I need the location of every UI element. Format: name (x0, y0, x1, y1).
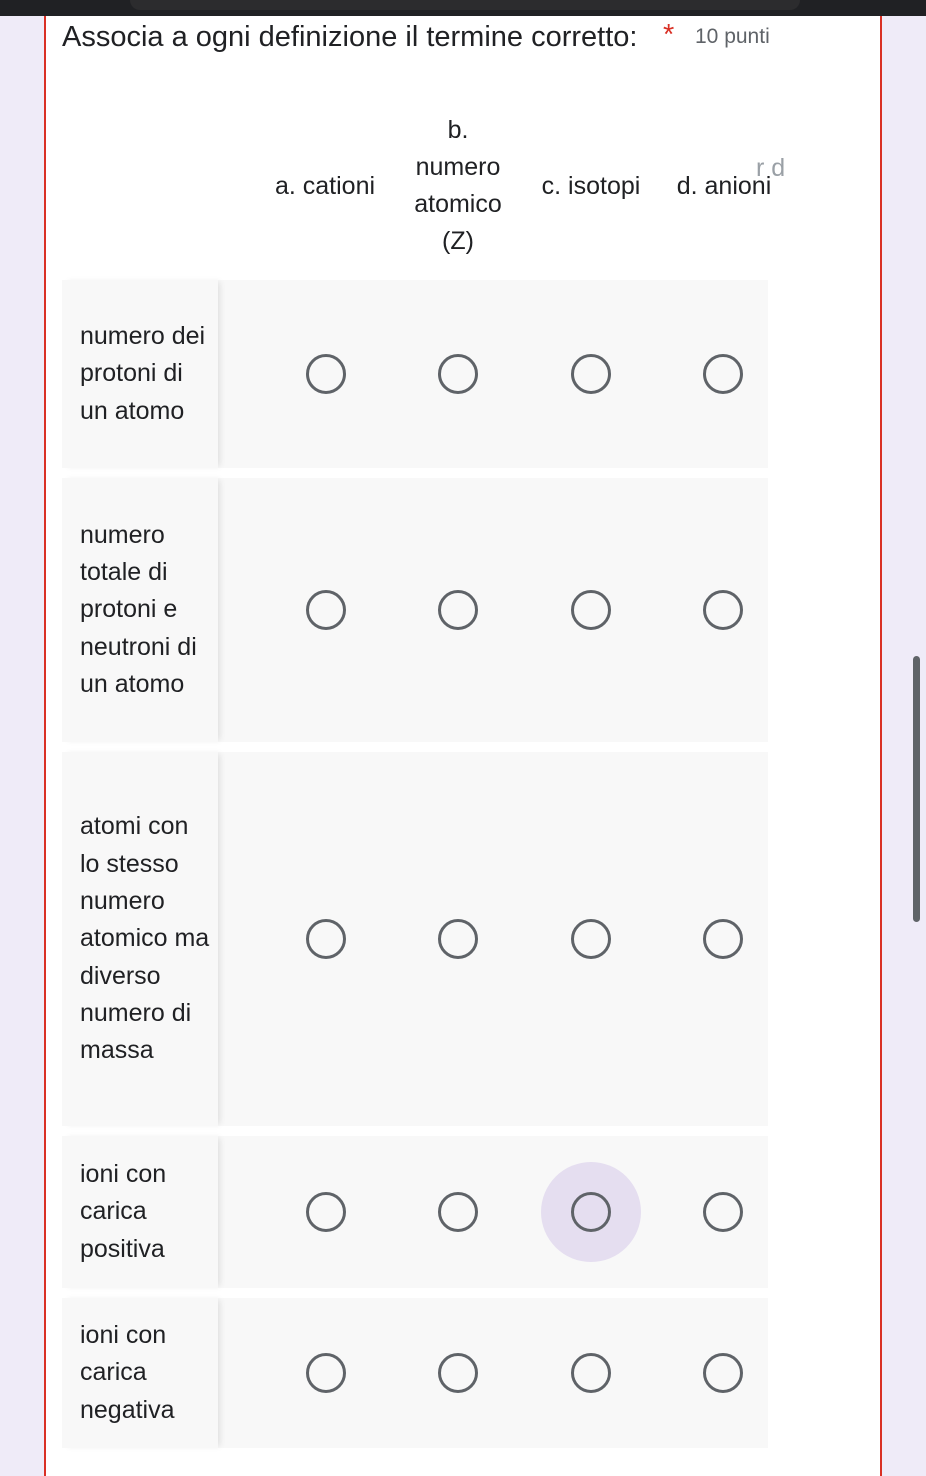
radio-circle[interactable] (703, 590, 743, 630)
radio-option-b[interactable] (408, 324, 508, 424)
radio-circle[interactable] (703, 1353, 743, 1393)
radio-circle[interactable] (438, 590, 478, 630)
radio-option-b[interactable] (408, 1162, 508, 1262)
grid-row (62, 1298, 768, 1448)
radio-option-c[interactable] (541, 1323, 641, 1423)
radio-option-d[interactable] (673, 324, 773, 424)
points-label: 10 punti (695, 25, 770, 48)
radio-circle[interactable] (438, 354, 478, 394)
radio-circle[interactable] (571, 1192, 611, 1232)
radio-circle[interactable] (306, 919, 346, 959)
radio-option-a[interactable] (276, 1323, 376, 1423)
radio-option-d[interactable] (673, 1162, 773, 1262)
row-label: ioni con carica positiva (62, 1136, 218, 1288)
question-header (62, 20, 782, 60)
radio-option-c[interactable] (541, 324, 641, 424)
radio-option-a[interactable] (276, 560, 376, 660)
radio-circle[interactable] (703, 919, 743, 959)
column-header-c (526, 96, 656, 276)
column-header-label: b. numero atomico (Z) (414, 116, 502, 255)
radio-circle[interactable] (571, 919, 611, 959)
radio-circle[interactable] (306, 1192, 346, 1232)
column-header-b (393, 96, 523, 276)
radio-circle[interactable] (571, 590, 611, 630)
radio-option-b[interactable] (408, 560, 508, 660)
radio-circle[interactable] (703, 1192, 743, 1232)
radio-circle[interactable] (306, 590, 346, 630)
row-label: atomi con lo stesso numero atomico ma diverso numero di massa (62, 752, 218, 1126)
radio-circle[interactable] (306, 1353, 346, 1393)
radio-circle[interactable] (438, 1192, 478, 1232)
radio-circle[interactable] (703, 354, 743, 394)
column-header-partial: r d (756, 154, 786, 182)
radio-option-d[interactable] (673, 560, 773, 660)
scrollbar[interactable] (913, 656, 920, 922)
radio-option-d[interactable] (673, 889, 773, 989)
row-label: numero dei protoni di un atomo (62, 280, 218, 468)
radio-option-b[interactable] (408, 1323, 508, 1423)
column-header-a (260, 96, 390, 276)
radio-option-a[interactable] (276, 324, 376, 424)
grid-row (62, 1136, 768, 1288)
column-header-label: c. isotopi (541, 171, 641, 200)
radio-option-a[interactable] (276, 1162, 376, 1262)
radio-circle[interactable] (306, 354, 346, 394)
column-header-label: d. anioni (676, 171, 772, 200)
question-title: Associa a ogni definizione il termine corretto: (62, 21, 638, 53)
radio-circle[interactable] (571, 354, 611, 394)
row-label: numero totale di protoni e neutroni di un atomo (62, 478, 218, 742)
radio-option-c[interactable] (541, 560, 641, 660)
radio-circle[interactable] (571, 1353, 611, 1393)
radio-option-c[interactable] (541, 1162, 641, 1262)
radio-option-a[interactable] (276, 889, 376, 989)
radio-circle[interactable] (438, 1353, 478, 1393)
radio-option-b[interactable] (408, 889, 508, 989)
browser-bar (130, 0, 800, 10)
column-header-label: a. cationi (274, 171, 376, 200)
required-asterisk: * (663, 19, 675, 51)
status-bar (0, 0, 926, 16)
radio-option-d[interactable] (673, 1323, 773, 1423)
grid-row (62, 478, 768, 742)
grid-row (62, 280, 768, 468)
radio-option-c[interactable] (541, 889, 641, 989)
radio-circle[interactable] (438, 919, 478, 959)
grid-row (62, 752, 768, 1126)
row-label: ioni con carica negativa (62, 1298, 218, 1448)
